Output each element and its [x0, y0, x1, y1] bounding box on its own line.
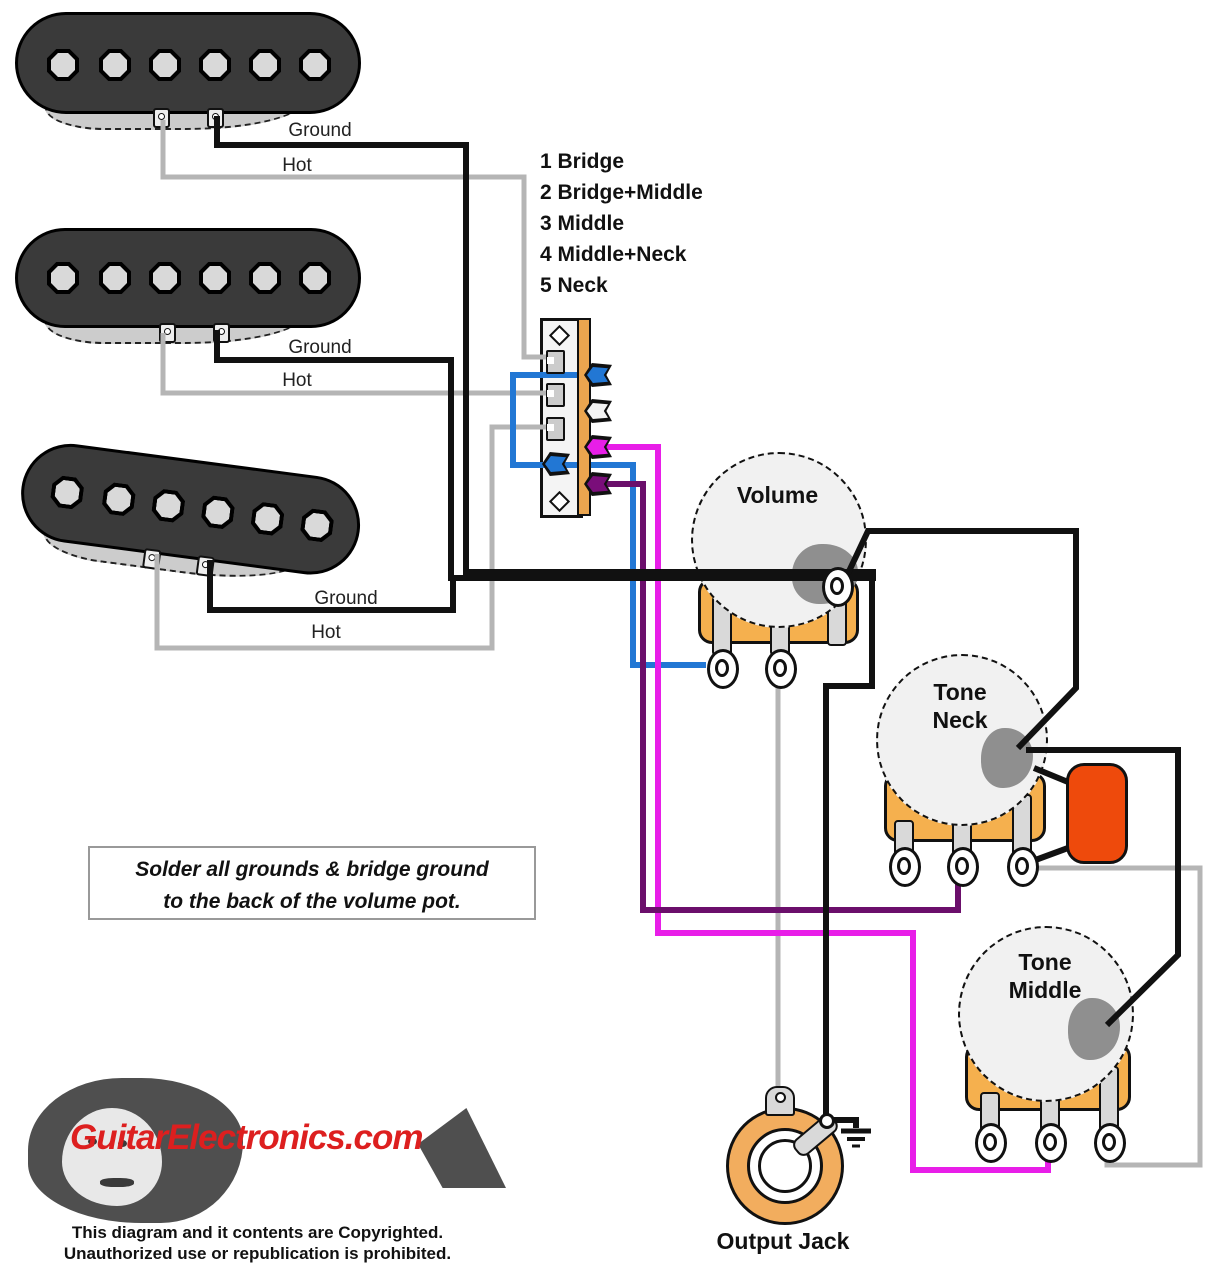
copyright-text: This diagram and it contents are Copyrighted. Unauthorized use or republication is prohibited.: [63, 1223, 452, 1263]
neck-hot-label: Hot: [311, 622, 341, 643]
bridge-ground-label: Ground: [288, 120, 352, 141]
wire-neck-hot: [157, 427, 552, 648]
volume-ring-left: [707, 649, 739, 689]
tone-middle-label: Tone Middle: [1008, 949, 1082, 1003]
logo-tuner-dot: [503, 1172, 510, 1179]
middle-ground-label: Ground: [288, 337, 352, 358]
logo-face-mustache: [100, 1178, 134, 1187]
tone-capacitor: [1066, 763, 1128, 864]
switch-position: 2 Bridge+Middle: [540, 181, 703, 204]
neck-ground-label: Ground: [314, 588, 378, 609]
tone-middle-ring-left: [975, 1123, 1007, 1163]
logo-tuner-dot: [494, 1150, 501, 1157]
tone-neck-ring-middle: [947, 847, 979, 887]
tone-neck-ring-right: [1007, 847, 1039, 887]
output-jack-label: Output Jack: [716, 1228, 850, 1254]
switch-position: 5 Neck: [540, 274, 608, 297]
logo-tuner-dot: [499, 1161, 506, 1168]
wire-jack-hot: [826, 575, 872, 1120]
bridge-hot-label: Hot: [282, 155, 312, 176]
volume-ring-right: [822, 567, 854, 607]
wire-bridge-hot: [163, 120, 552, 357]
switch-position: 4 Middle+Neck: [540, 243, 687, 266]
switch-position: 1 Bridge: [540, 150, 625, 173]
output-jack-sleeve-lug: [765, 1086, 795, 1116]
ground-symbol-icon: [841, 1131, 871, 1146]
switch-position-list: [540, 146, 780, 301]
logo-brand-text: GuitarElectronics.com: [70, 1118, 423, 1157]
switch-lug-bridge: [546, 350, 565, 374]
tone-neck-ring-left: [889, 847, 921, 887]
tone-middle-ring-right: [1094, 1123, 1126, 1163]
switch-lug-middle: [546, 383, 565, 407]
wire-neck-ground: [210, 560, 453, 610]
volume-label: Volume: [736, 482, 819, 508]
tone-neck-label: Tone Neck: [932, 679, 988, 733]
wire-blob-to-cap: [1034, 768, 1068, 782]
tone-middle-ring-middle: [1035, 1123, 1067, 1163]
switch-position: 3 Middle: [540, 212, 625, 235]
middle-hot-label: Hot: [282, 370, 312, 391]
solder-note: Solder all grounds & bridge ground to the back of the volume pot.: [88, 846, 536, 920]
output-jack-tip-hole: [819, 1113, 835, 1129]
switch-lug-neck: [546, 417, 565, 441]
volume-ring-middle: [765, 649, 797, 689]
